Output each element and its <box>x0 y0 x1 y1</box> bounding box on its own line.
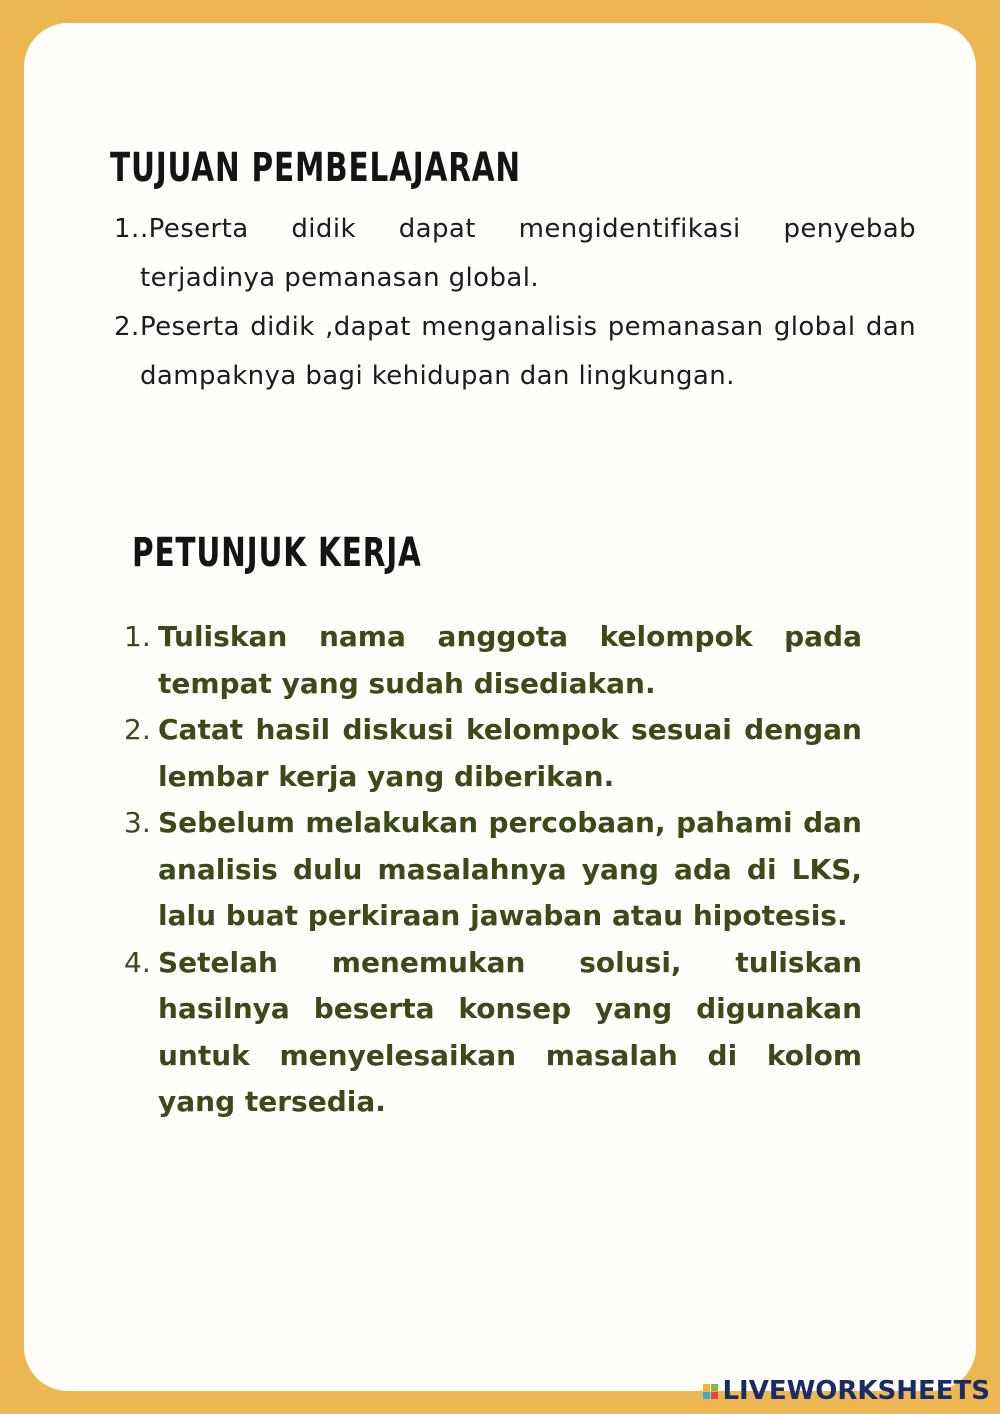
list-item-text: .Peserta didik dapat mengidentifikasi penyebab terjadinya pemanasan global. <box>140 214 916 293</box>
list-item-number: 2. <box>114 312 140 342</box>
worksheet-card <box>24 23 976 1391</box>
list-item-number: 2. <box>124 713 151 746</box>
list-item-text: Peserta didik ,dapat menganalisis pemanasan global dan dampaknya bagi kehidupan dan lingkungan. <box>140 312 916 391</box>
list-item-number: 1. <box>114 214 140 244</box>
list-item-number: 3. <box>124 806 151 839</box>
section-title-petunjuk: PETUNJUK KERJA <box>132 530 422 576</box>
list-item <box>124 707 862 800</box>
list-item <box>124 614 862 707</box>
list-item <box>124 940 862 1126</box>
list-item <box>124 800 862 940</box>
list-item-number: 4. <box>124 945 151 979</box>
liveworksheets-brand-link[interactable] <box>703 1376 990 1406</box>
list-item-text: Setelah menemukan solusi, tuliskan hasilnya beserta konsep yang digunakan untuk menyelesaikan masalah di kolom yang tersedia. <box>158 945 862 1118</box>
list-item <box>110 303 916 401</box>
list-item-text: Sebelum melakukan percobaan, pahami dan analisis dulu masalahnya yang ada di LKS, lalu buat perkiraan jawaban atau hipotesis. <box>158 806 862 932</box>
liveworksheets-logo-icon <box>703 1384 718 1399</box>
list-item <box>110 205 916 303</box>
work-instructions-list <box>124 614 862 1126</box>
brand-name: LIVEWORKSHEETS <box>722 1376 990 1406</box>
list-item-number: 1. <box>124 620 151 653</box>
learning-goals-list <box>110 205 916 401</box>
list-item-text: Catat hasil diskusi kelompok sesuai dengan lembar kerja yang diberikan. <box>158 713 862 793</box>
list-item-text: Tuliskan nama anggota kelompok pada tempat yang sudah disediakan. <box>158 620 862 700</box>
section-title-tujuan: TUJUAN PEMBELAJARAN <box>110 145 521 191</box>
